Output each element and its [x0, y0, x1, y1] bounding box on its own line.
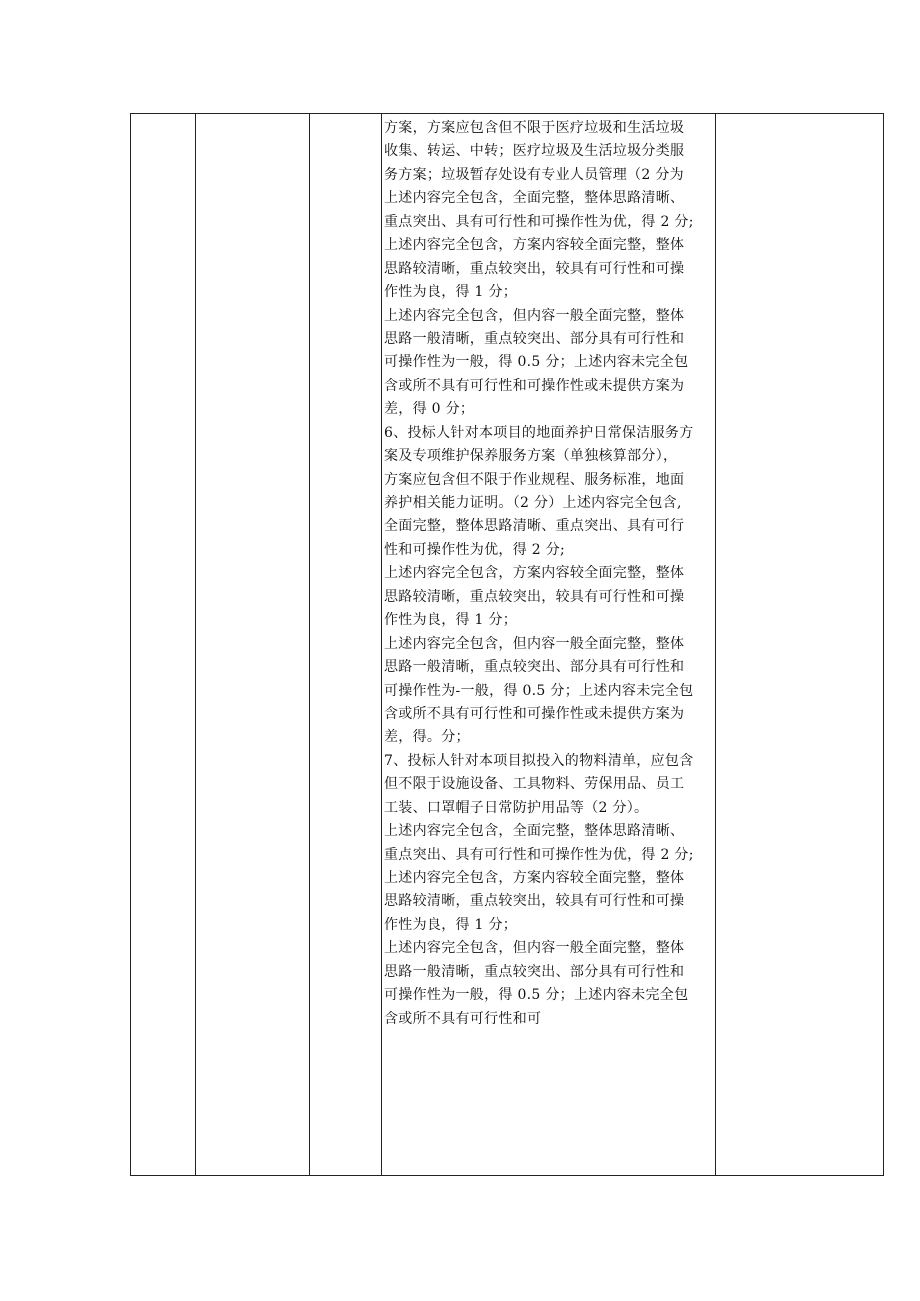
blank-cell-2	[196, 114, 310, 1176]
criteria-line: 方案应包含但不限于作业规程、服务标准，地面	[384, 471, 685, 488]
criteria-line: 思路一般清晰，重点较突出、部分具有可行性和	[384, 330, 685, 347]
criteria-line: 上述内容完全包含，但内容一般全面完整，整体	[384, 940, 685, 957]
criteria-line: 可操作性为一般，得 0.5 分；上述内容未完全包	[384, 354, 689, 371]
criteria-line: 工装、口罩帽子日常防护用品等（2 分）。	[384, 799, 649, 816]
criteria-cell	[382, 114, 716, 1176]
criteria-line: 上述内容完全包含，全面完整，整体思路清晰、	[384, 190, 685, 207]
criteria-line: 上述内容完全包含，但内容一般全面完整，整体	[384, 307, 685, 324]
criteria-line: 差，得。分；	[384, 729, 470, 746]
criteria-line: 思路一般清晰，重点较突出、部分具有可行性和	[384, 963, 685, 980]
criteria-line: 6、投标人针对本项目的地面养护日常保洁服务方	[384, 424, 694, 441]
criteria-line: 方案，方案应包含但不限于医疗垃圾和生活垃圾	[384, 120, 685, 136]
criteria-line: 思路较清晰，重点较突出，较具有可行性和可操	[384, 893, 685, 910]
scoring-table	[130, 113, 884, 1176]
criteria-text	[384, 117, 715, 1031]
criteria-line: 含或所不具有可行性和可	[384, 1010, 542, 1027]
criteria-line: 作性为良，得 1 分；	[384, 284, 518, 301]
criteria-line: 思路一般清晰，重点较突出、部分具有可行性和	[384, 659, 685, 676]
criteria-line: 上述内容完全包含，方案内容较全面完整，整体	[384, 870, 685, 886]
criteria-line: 案及专项维护保养服务方案（单独核算部分），	[384, 448, 678, 465]
criteria-line: 含或所不具有可行性和可操作性或未提供方案为	[384, 705, 685, 722]
criteria-line: 作性为良，得 1 分；	[384, 612, 518, 629]
blank-cell-5	[716, 114, 884, 1176]
criteria-line: 但不限于设施设备、工具物料、劳保用品、员工	[384, 776, 685, 793]
criteria-line: 收集、转运、中转；医疗垃圾及生活垃圾分类服	[384, 143, 685, 160]
criteria-line: 可操作性为一般，得 0.5 分；上述内容未完全包	[384, 987, 689, 1004]
blank-cell-3	[310, 114, 382, 1176]
criteria-line: 养护相关能力证明。（2 分）上述内容完全包含,	[384, 495, 682, 511]
criteria-line: 上述内容完全包含，方案内容较全面完整，整体	[384, 237, 685, 254]
criteria-line: 含或所不具有可行性和可操作性或未提供方案为	[384, 377, 685, 394]
criteria-line: 7、投标人针对本项目拟投入的物料清单，应包含	[384, 752, 694, 769]
criteria-line: 上述内容完全包含，但内容一般全面完整，整体	[384, 635, 685, 652]
blank-cell-1	[131, 114, 196, 1176]
criteria-line: 差，得 0 分；	[384, 401, 475, 418]
criteria-line: 上述内容完全包含，方案内容较全面完整，整体	[384, 565, 685, 582]
table-row	[131, 114, 884, 1176]
criteria-line: 思路较清晰，重点较突出，较具有可行性和可操	[384, 588, 685, 605]
criteria-line: 思路较清晰，重点较突出，较具有可行性和可操	[384, 260, 685, 277]
criteria-line: 重点突出、具有可行性和可操作性为优，得 2 分;	[384, 213, 694, 230]
criteria-line: 重点突出、具有可行性和可操作性为优，得 2 分;	[384, 846, 694, 863]
criteria-line: 务方案；垃圾暂存处设有专业人员管理（2 分为	[384, 166, 684, 183]
criteria-line: 全面完整，整体思路清晰、重点突出、具有可行	[384, 518, 685, 535]
criteria-line: 可操作性为-一般，得 0.5 分；上述内容未完全包	[384, 682, 694, 699]
criteria-line: 作性为良，得 1 分；	[384, 916, 518, 933]
criteria-line: 性和可操作性为优，得 2 分;	[384, 541, 566, 558]
criteria-line: 上述内容完全包含，全面完整，整体思路清晰、	[384, 823, 685, 840]
